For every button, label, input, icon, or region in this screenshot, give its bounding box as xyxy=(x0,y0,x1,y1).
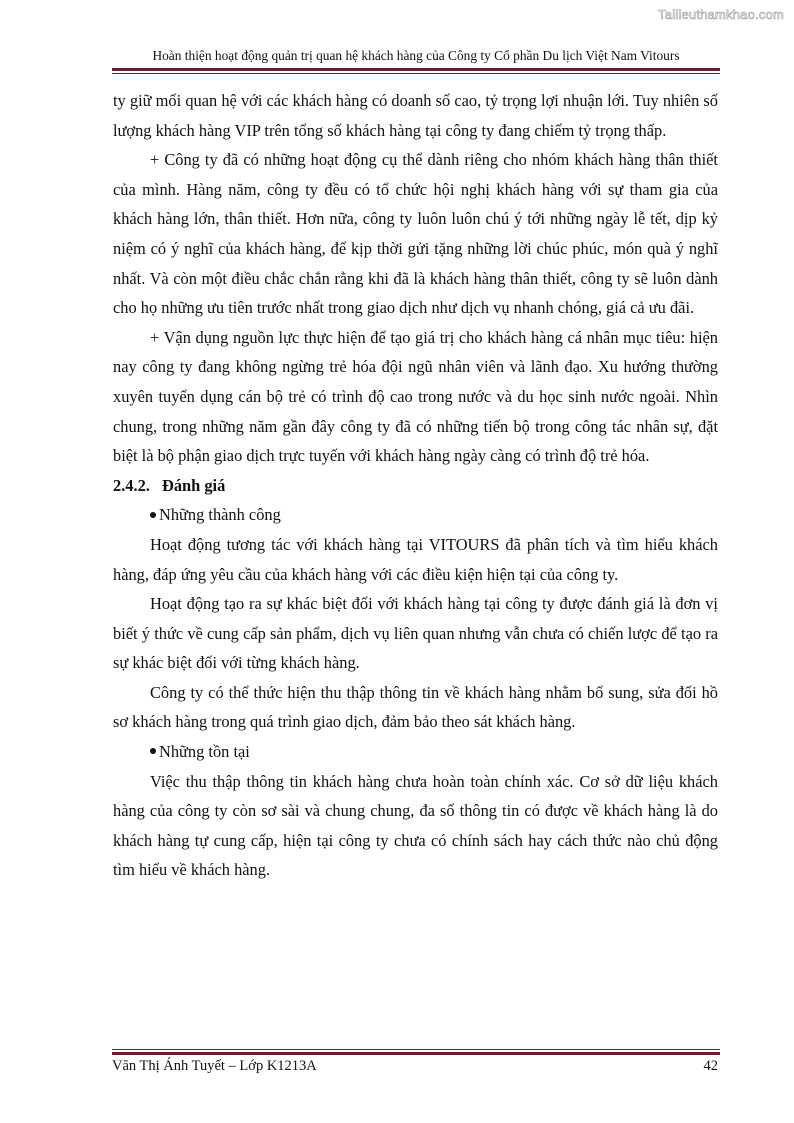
bullet-icon xyxy=(150,748,156,754)
paragraph-resources: + Vận dụng nguồn lực thực hiện để tạo giá trị cho khách hàng cá nhân mục tiêu: hiện nay công ty đang không ngừng trẻ hóa đội ngũ nhân viên và lãnh đạo. Xu hướng thường xuyên tuyển dụng cán bộ trẻ có trình độ cao trong nước và du học sinh nước ngoài. Nhìn chung, trong những năm gần đây công ty đã có những tiến bộ trong công tác nhân sự, đặt biệt là bộ phận giao dịch trực tuyến với khách hàng ngày càng có trình độ trẻ hóa. xyxy=(113,327,718,466)
paragraph-interaction: Hoạt động tương tác với khách hàng tại VITOURS đã phân tích và tìm hiểu khách hàng, đáp ứng yêu cầu của khách hàng với các điều kiện hiện tại của công ty. xyxy=(113,534,718,584)
section-heading xyxy=(113,471,718,501)
bullet-shortcomings xyxy=(113,737,718,767)
header-rule-thick xyxy=(112,68,720,71)
page-body xyxy=(113,86,718,885)
footer-rule-thick xyxy=(112,1052,720,1055)
header-rule-thin xyxy=(112,73,720,74)
footer-author: Văn Thị Ánh Tuyết – Lớp K1213A xyxy=(112,1058,317,1074)
footer-rule-thin xyxy=(112,1049,720,1050)
paragraph-info-collection: Công ty có thể thức hiện thu thập thông tin về khách hàng nhằm bổ sung, sửa đổi hồ sơ khách hàng trong quá trình giao dịch, đảm bảo theo sát khách hàng. xyxy=(113,682,718,732)
running-header: Hoàn thiện hoạt động quản trị quan hệ khách hàng của Công ty Cổ phần Du lịch Việt Nam Vitours xyxy=(152,48,680,63)
bullet-icon xyxy=(150,512,156,518)
paragraph-loyal-customers: + Công ty đã có những hoạt động cụ thể dành riêng cho nhóm khách hàng thân thiết của mình. Hàng năm, công ty đều có tổ chức hội nghị khách hàng với sự tham gia của khách hàng lớn, thân thiết. Hơn nữa, công ty luôn luôn chú ý tới những ngày lễ tết, dịp kỷ niệm có ý nghĩ của khách hàng, để kịp thời gửi tặng những lời chúc phúc, món quà ý nghĩ nhất. Và còn một điều chắc chắn rằng khi đã là khách hàng thân thiết, công ty sẽ luôn dành cho họ những ưu tiên trước nhất trong giao dịch như dịch vụ nhanh chóng, giá cả ưu đãi. xyxy=(113,150,718,318)
paragraph-continuation: ty giữ mối quan hệ với các khách hàng có doanh số cao, tỷ trọng lợi nhuận lới. Tuy nhiên số lượng khách hàng VIP trên tổng số khách hàng tại công ty đang chiếm tỷ trọng thấp. xyxy=(113,91,718,140)
page-number: 42 xyxy=(703,1058,718,1074)
bullet-label: Những tồn tại xyxy=(159,742,250,762)
section-title: Đánh giá xyxy=(162,475,226,495)
paragraph-data-issues: Việc thu thập thông tin khách hàng chưa hoàn toàn chính xác. Cơ sở dữ liệu khách hàng của công ty còn sơ sài và chung chung, đa số thông tin có được về khách hàng là do khách hàng tự cung cấp, hiện tại công ty chưa có chính sách hay cách thức nào chủ động tìm hiểu về khách hàng. xyxy=(113,771,718,880)
bullet-label: Những thành công xyxy=(159,505,281,525)
watermark-text: Tailieuthamkhao.com xyxy=(658,7,784,22)
section-number: 2.4.2. xyxy=(113,475,150,495)
paragraph-differentiation: Hoạt động tạo ra sự khác biệt đối với khách hàng tại công ty được đánh giá là đơn vị biết ý thức về cung cấp sản phẩm, dịch vụ liên quan nhưng vẫn chưa có chiến lược để tạo ra sự khác biệt đối với từng khách hàng. xyxy=(113,594,718,673)
bullet-successes xyxy=(113,500,718,530)
